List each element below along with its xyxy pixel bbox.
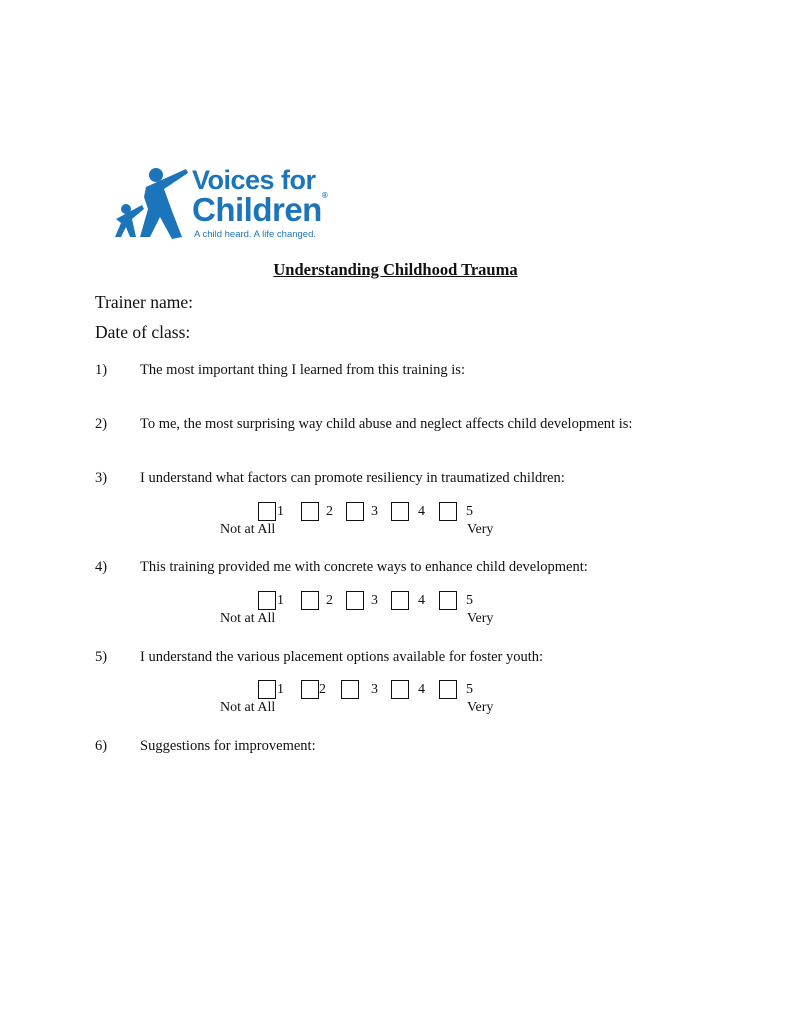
rating-checkbox-2[interactable] [301, 680, 319, 699]
question-number: 3) [95, 470, 108, 486]
question-number: 2) [95, 416, 108, 432]
rating-checkbox-3[interactable] [346, 502, 364, 521]
scale-high-label: Very [467, 611, 494, 626]
rating-checkbox-4[interactable] [391, 591, 409, 610]
scale-low-label: Not at All [220, 611, 276, 626]
rating-scale-q4 [220, 591, 520, 631]
rating-checkbox-5[interactable] [439, 591, 457, 610]
date-of-class-label: Date of class: [95, 322, 191, 342]
rating-checkbox-4[interactable] [391, 502, 409, 521]
question-number: 6) [95, 738, 108, 754]
rating-scale-q5 [220, 680, 520, 720]
question-number: 1) [95, 362, 108, 378]
registered-mark: ® [321, 191, 328, 200]
rating-label-1: 1 [277, 593, 284, 608]
form-title: Understanding Childhood Trauma [273, 260, 518, 279]
rating-checkbox-2[interactable] [301, 591, 319, 610]
rating-checkbox-3[interactable] [346, 591, 364, 610]
question-text: I understand the various placement options available for foster youth: [140, 649, 544, 665]
rating-checkbox-1[interactable] [258, 502, 276, 521]
rating-label-4: 4 [418, 504, 425, 519]
rating-checkbox-1[interactable] [258, 680, 276, 699]
logo-tagline: A child heard. A life changed. [194, 229, 317, 240]
rating-checkbox-5[interactable] [439, 502, 457, 521]
logo-line-2-text: Children [192, 191, 322, 228]
question-text: The most important thing I learned from this training is: [140, 362, 465, 378]
trainer-name-label: Trainer name: [95, 292, 194, 312]
logo-line-1: Voices for [192, 165, 316, 195]
question-text: I understand what factors can promote resiliency in traumatized children: [140, 470, 565, 486]
scale-low-label: Not at All [220, 700, 276, 715]
rating-label-1: 1 [277, 504, 284, 519]
rating-checkbox-2[interactable] [301, 502, 319, 521]
rating-label-5: 5 [466, 682, 473, 697]
rating-scale-q3 [220, 502, 520, 542]
rating-label-3: 3 [371, 504, 378, 519]
rating-label-3: 3 [371, 593, 378, 608]
rating-checkbox-5[interactable] [439, 680, 457, 699]
rating-checkbox-1[interactable] [258, 591, 276, 610]
rating-label-2: 2 [319, 682, 326, 697]
question-number: 5) [95, 649, 108, 665]
question-text: This training provided me with concrete ways to enhance child development: [140, 559, 588, 575]
scale-high-label: Very [467, 700, 494, 715]
rating-label-4: 4 [418, 682, 425, 697]
rating-label-5: 5 [466, 504, 473, 519]
question-text: Suggestions for improvement: [140, 738, 316, 754]
voices-for-children-logo [112, 165, 352, 245]
scale-high-label: Very [467, 522, 494, 537]
rating-checkbox-4[interactable] [391, 680, 409, 699]
rating-label-3: 3 [371, 682, 378, 697]
rating-label-2: 2 [326, 593, 333, 608]
rating-label-5: 5 [466, 593, 473, 608]
rating-label-4: 4 [418, 593, 425, 608]
scale-low-label: Not at All [220, 522, 276, 537]
logo-line-2 [192, 191, 327, 229]
question-text: To me, the most surprising way child abuse and neglect affects child development is: [140, 416, 633, 432]
question-number: 4) [95, 559, 108, 575]
figures-icon [112, 165, 192, 240]
rating-label-2: 2 [326, 504, 333, 519]
rating-checkbox-3[interactable] [341, 680, 359, 699]
rating-label-1: 1 [277, 682, 284, 697]
